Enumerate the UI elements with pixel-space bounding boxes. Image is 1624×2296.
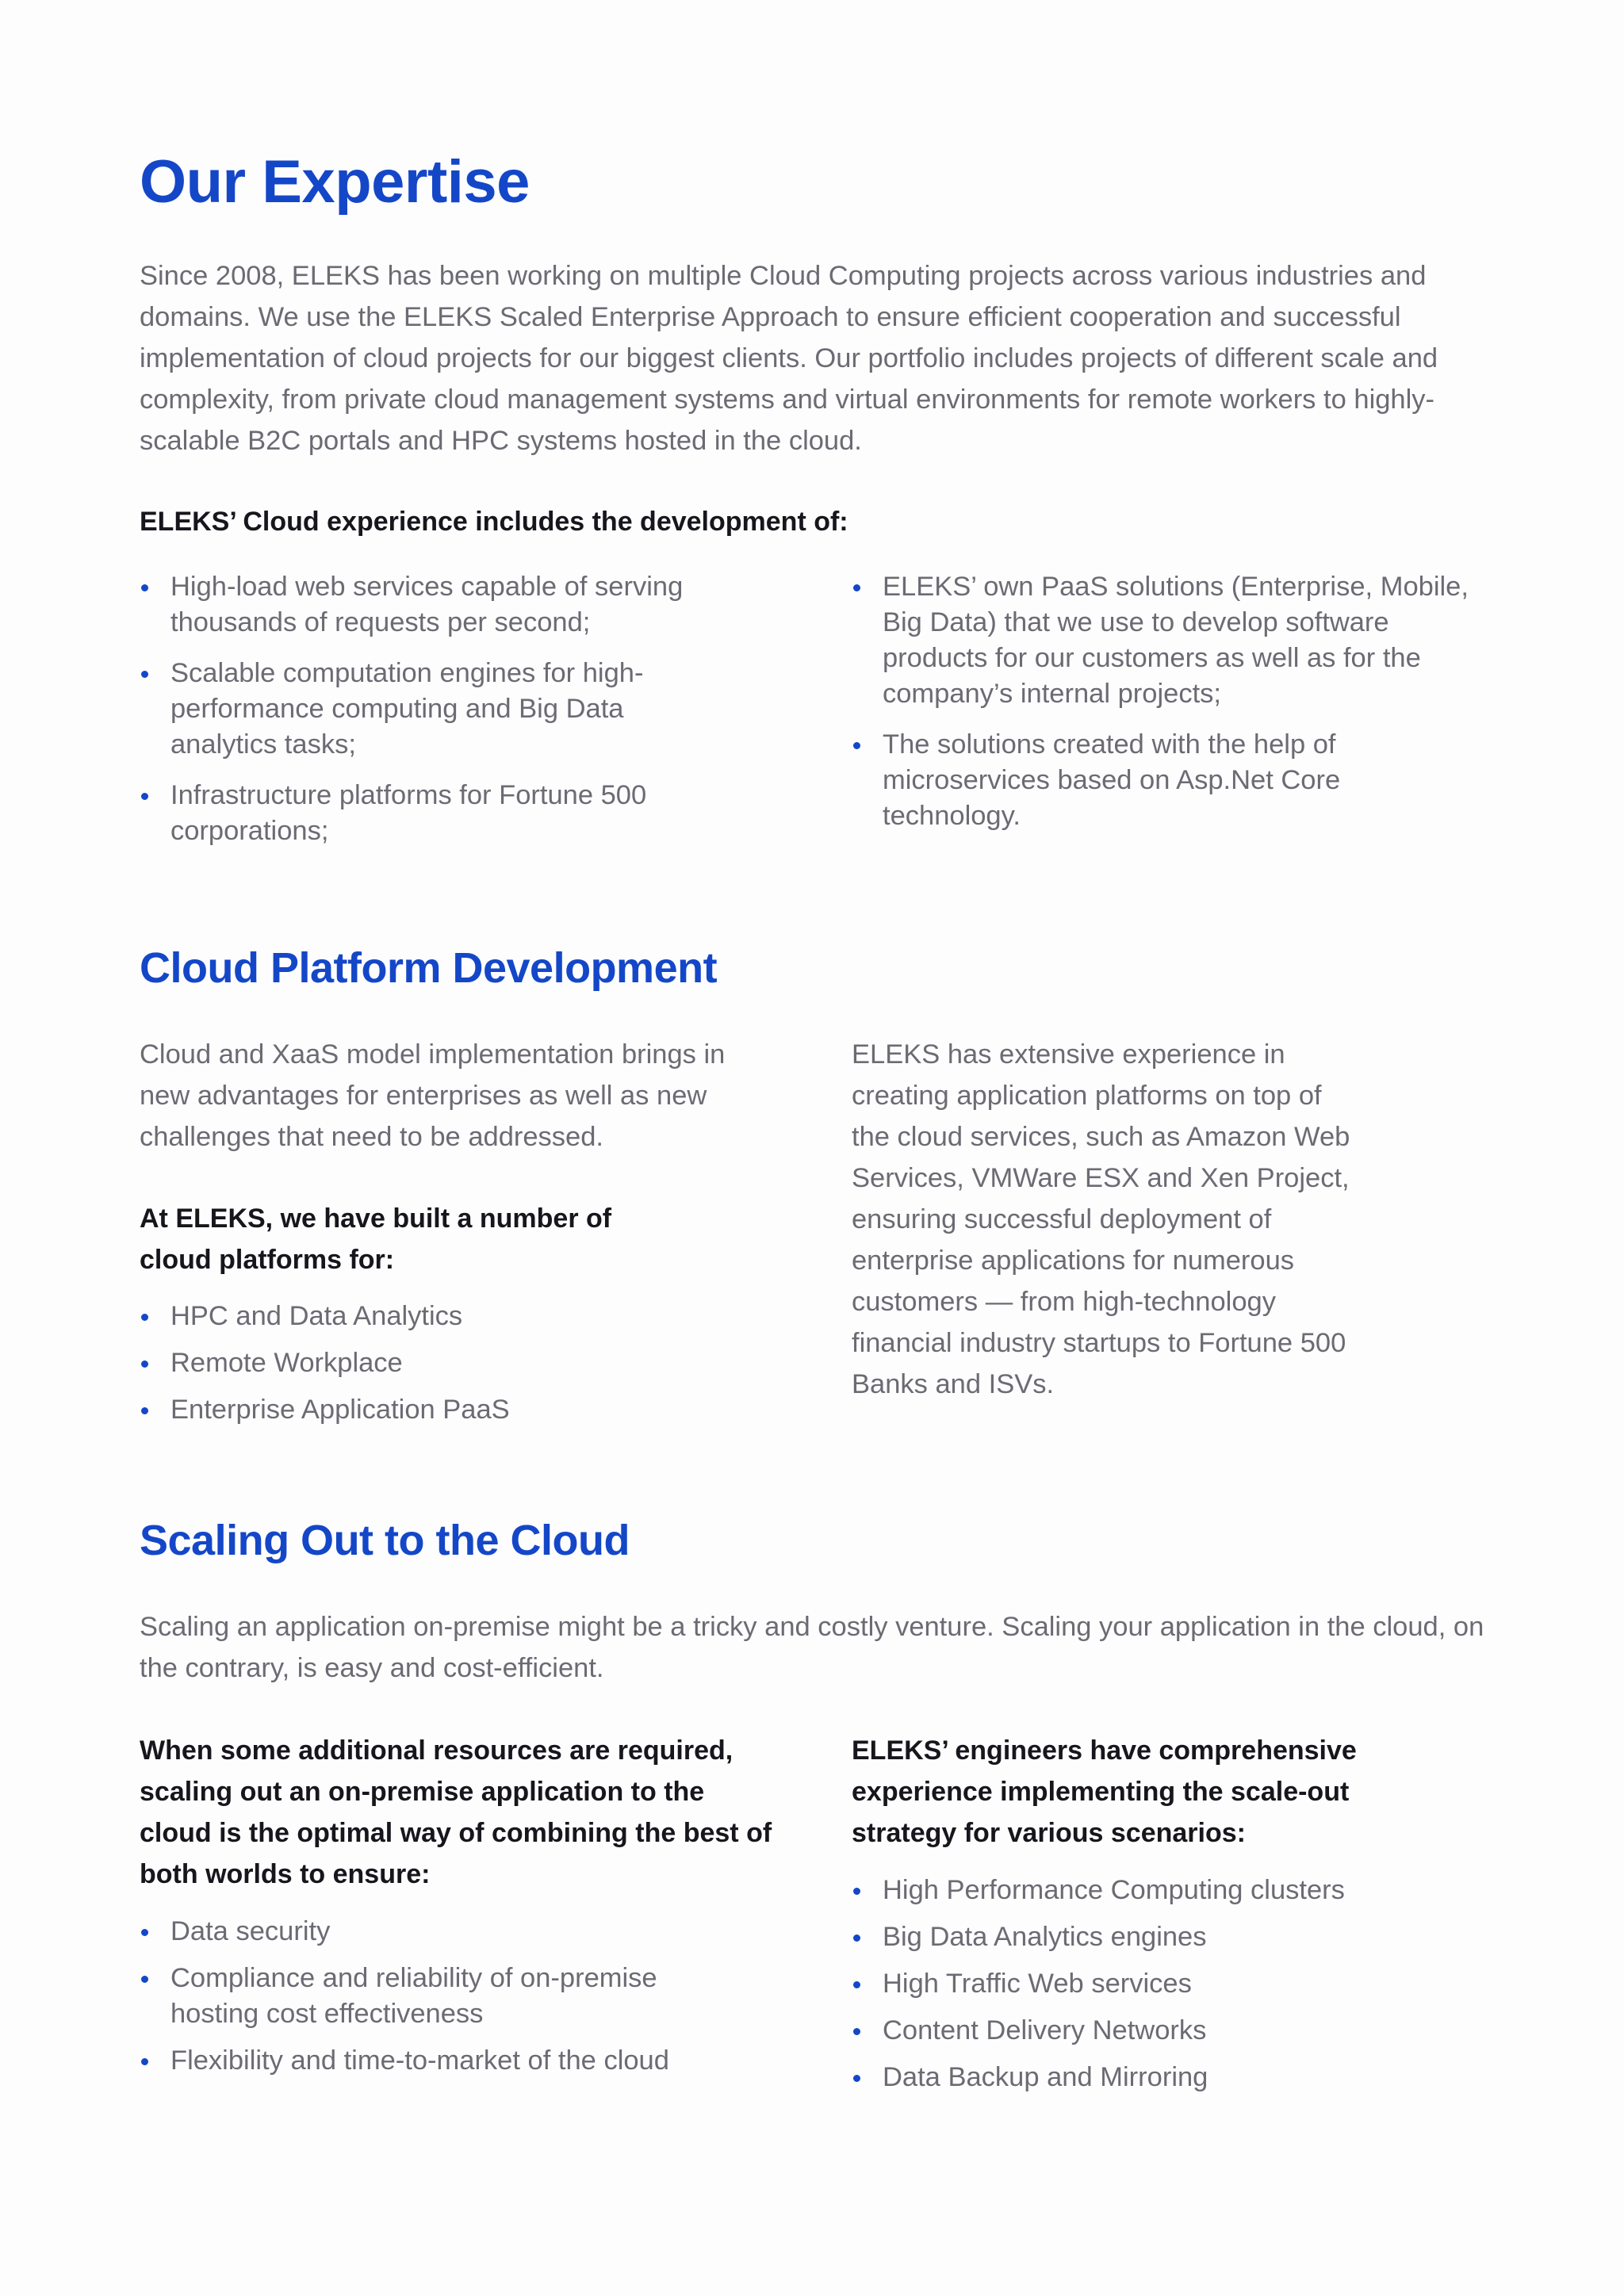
bullet-dot-icon (853, 1934, 860, 1942)
list-item: Enterprise Application PaaS (140, 1392, 758, 1428)
list-item: HPC and Data Analytics (140, 1299, 758, 1334)
bullet-dot-icon (853, 584, 860, 591)
bullet-dot-icon (141, 793, 148, 800)
platform-left-text: Cloud and XaaS model implementation brings in new advantages for enterprises as well as new challenges that need to be addressed. (140, 1039, 726, 1152)
scaling-intro: Scaling an application on-premise might be a tricky and costly venture. Scaling your application in the cloud, on the contrary, is easy and cost-efficient. (140, 1612, 1484, 1683)
scaling-left-lead: When some additional resources are required, scaling out an on-premise application to the cloud is the optimal way of combining the best of both worlds to ensure: (140, 1735, 772, 1889)
expertise-left-list (140, 569, 766, 849)
list-item: Infrastructure platforms for Fortune 500 corporations; (140, 778, 766, 849)
bullet-dot-icon (853, 2075, 860, 2082)
bullet-dot-icon (141, 1314, 148, 1321)
list-item: Scalable computation engines for high-performance computing and Big Data analytics tasks; (140, 656, 766, 763)
bullet-dot-icon (141, 2058, 148, 2065)
bullet-dot-icon (141, 1407, 148, 1414)
expertise-right-list (852, 569, 1488, 834)
list-item: ELEKS’ own PaaS solutions (Enterprise, Mobile, Big Data) that we use to develop software products for our customers as well as for the company’s internal projects; (852, 569, 1488, 712)
bullet-dot-icon (141, 584, 148, 591)
scaling-title: Scaling Out to the Cloud (140, 1517, 630, 1564)
bullet-dot-icon (141, 671, 148, 678)
list-item: Content Delivery Networks (852, 2013, 1488, 2049)
list-item: Compliance and reliability of on-premise hosting cost effectiveness (140, 1961, 766, 2032)
expertise-intro: Since 2008, ELEKS has been working on multiple Cloud Computing projects across various industries and domains. We use the ELEKS Scaled Enterprise Approach to ensure efficient cooperation and successful implementation of cloud projects for our biggest clients. Our portfolio includes projects of different scale and complexity, from private cloud management systems and virtual environments for remote workers to highly-scalable B2C portals and HPC systems hosted in the cloud. (140, 261, 1438, 456)
platform-left-list (140, 1299, 758, 1428)
bullet-dot-icon (853, 742, 860, 749)
platform-left-lead: At ELEKS, we have built a number of cloud platforms for: (140, 1203, 612, 1275)
scaling-left-list (140, 1914, 766, 2079)
bullet-dot-icon (141, 1976, 148, 1983)
list-item: Flexibility and time-to-market of the cloud (140, 2043, 766, 2079)
scaling-right-lead: ELEKS’ engineers have comprehensive experience implementing the scale-out strategy for various scenarios: (852, 1735, 1357, 1848)
list-item: The solutions created with the help of microservices based on Asp.Net Core technology. (852, 727, 1488, 834)
platform-title: Cloud Platform Development (140, 944, 718, 992)
bullet-dot-icon (141, 1360, 148, 1368)
expertise-lead: ELEKS’ Cloud experience includes the development of: (140, 507, 848, 537)
scaling-right-list (852, 1873, 1488, 2095)
bullet-dot-icon (853, 1981, 860, 1988)
expertise-title: Our Expertise (140, 148, 530, 216)
platform-right-text: ELEKS has extensive experience in creating application platforms on top of the cloud services, such as Amazon Web Services, VMWare ESX and Xen Project, ensuring successful deployment of enterprise applications for numerous customers — from high-technology financial industry startups to Fortune 500 Banks and ISVs. (852, 1039, 1350, 1399)
list-item: Remote Workplace (140, 1345, 758, 1381)
bullet-dot-icon (141, 1929, 148, 1936)
list-item: Big Data Analytics engines (852, 1919, 1488, 1955)
list-item: Data security (140, 1914, 766, 1950)
bullet-dot-icon (853, 1888, 860, 1895)
list-item: Data Backup and Mirroring (852, 2060, 1488, 2095)
bullet-dot-icon (853, 2028, 860, 2035)
list-item: High Traffic Web services (852, 1966, 1488, 2002)
list-item: High-load web services capable of serving thousands of requests per second; (140, 569, 766, 641)
list-item: High Performance Computing clusters (852, 1873, 1488, 1908)
